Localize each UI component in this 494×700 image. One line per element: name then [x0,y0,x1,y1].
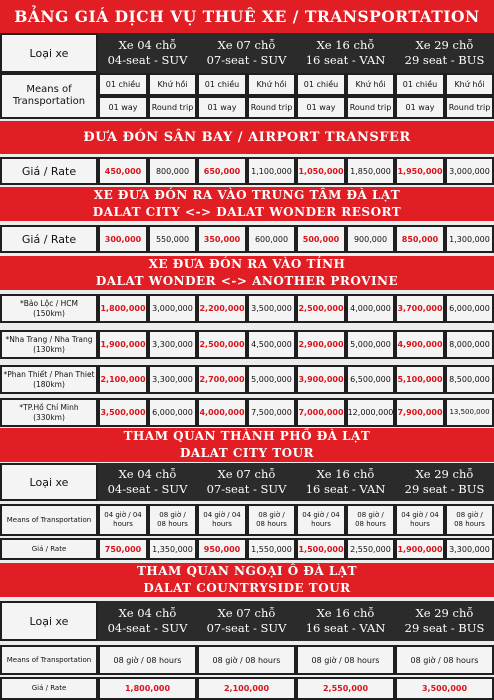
price-cell: 1,900,000 [395,538,445,560]
price-cell: 5,000,000 [346,330,395,359]
mode-cell: 01 chiều [98,73,148,96]
city-transfer-band [0,187,494,221]
city-transfer-rate-row [0,225,494,253]
price-cell: 550,000 [148,225,197,253]
rate-label: Giá / Rate [0,225,98,253]
mode-cell: 01 way [395,96,445,119]
mode-cell: Round trip [346,96,395,119]
price-cell: 6,000,000 [148,398,197,427]
price-cell: 1,500,000 [296,538,346,560]
mode-cell: Khứ hồi [346,73,395,96]
price-cell: 2,900,000 [296,330,346,359]
price-cell: 6,500,000 [346,365,395,394]
price-cell: 3,300,000 [148,330,197,359]
price-cell: 300,000 [98,225,148,253]
vehicle-col-16: Xe 16 chỗ 16 seat - VAN [296,601,395,641]
price-cell: 3,000,000 [445,157,494,185]
province-row-hcm [0,398,494,427]
price-cell: 3,000,000 [148,294,197,323]
route-label: *Phan Thiết / Phan Thiet (180km) [0,365,98,394]
means-label: Means of Transportation [0,504,98,536]
city-transfer-title-2: DALAT CITY <-> DALAT WONDER RESORT [92,205,402,219]
price-cell: 4,500,000 [247,330,296,359]
duration-cell: 08 giờ / 08 hours [197,645,296,675]
countryside-rate-row [0,677,494,700]
province-row-phanthiet [0,365,494,394]
airport-title: ĐƯA ĐÓN SÂN BAY / AIRPORT TRANSFER [83,130,411,145]
vehicle-col-16: Xe 16 chỗ 16 seat - VAN [296,463,395,501]
price-cell: 12,000,000 [346,398,395,427]
vehicle-type-label: Loại xe [0,601,98,641]
price-cell: 750,000 [98,538,148,560]
price-cell: 3,700,000 [395,294,445,323]
price-cell: 500,000 [296,225,346,253]
price-cell: 650,000 [197,157,247,185]
price-cell: 13,500,000 [445,398,494,427]
mode-cell: Khứ hồi [148,73,197,96]
price-cell: 3,500,000 [98,398,148,427]
price-cell: 850,000 [395,225,445,253]
airport-rate-row [0,157,494,185]
price-cell: 5,100,000 [395,365,445,394]
duration-cell: 08 giờ / 08 hours [346,504,395,536]
price-cell: 6,000,000 [445,294,494,323]
price-cell: 2,500,000 [296,294,346,323]
rate-label: Giá / Rate [0,538,98,560]
duration-cell: 08 giờ / 08 hours [395,645,494,675]
price-cell: 2,500,000 [197,330,247,359]
city-tour-band [0,428,494,462]
price-cell: 1,350,000 [148,538,197,560]
duration-cell: 08 giờ / 08 hours [445,504,494,536]
trip-mode-en-row [0,96,494,119]
price-cell: 1,900,000 [98,330,148,359]
price-cell: 8,500,000 [445,365,494,394]
price-cell: 800,000 [148,157,197,185]
province-title-2: DALAT WONDER <-> ANOTHER PROVINE [95,274,399,288]
route-label: *Bảo Lộc / HCM (150km) [0,294,98,323]
duration-cell: 04 giờ / 04 hours [197,504,247,536]
price-cell: 7,500,000 [247,398,296,427]
vehicle-col-07: Xe 07 chỗ 07-seat - SUV [197,601,296,641]
price-cell: 2,550,000 [346,538,395,560]
city-tour-vehicle-row [0,463,494,501]
city-tour-means-row [0,504,494,536]
vehicle-col-04: Xe 04 chỗ 04-seat - SUV [98,463,197,501]
price-cell: 3,300,000 [148,365,197,394]
vehicle-col-29: Xe 29 chỗ 29 seat - BUS [395,463,494,501]
mode-cell: Round trip [148,96,197,119]
mode-cell: 01 way [98,96,148,119]
duration-cell: 08 giờ / 08 hours [148,504,197,536]
mode-cell: 01 way [296,96,346,119]
mode-cell: Khứ hồi [247,73,296,96]
mode-cell: Round trip [247,96,296,119]
vehicle-col-16: Xe 16 chỗ 16 seat - VAN [296,33,395,73]
page-title: BẢNG GIÁ DỊCH VỤ THUÊ XE / TRANSPORTATION [14,7,480,26]
vehicle-col-04: Xe 04 chỗ 04-seat - SUV [98,33,197,73]
price-cell: 1,850,000 [346,157,395,185]
means-label: Means of Transportation [0,645,98,675]
price-cell: 8,000,000 [445,330,494,359]
price-cell: 950,000 [197,538,247,560]
mode-cell: 01 chiều [296,73,346,96]
vehicle-col-29: Xe 29 chỗ 29 seat - BUS [395,33,494,73]
vehicle-col-29: Xe 29 chỗ 29 seat - BUS [395,601,494,641]
trip-mode-vi-row [0,73,494,96]
duration-cell: 08 giờ / 08 hours [98,645,197,675]
duration-cell: 04 giờ / 04 hours [98,504,148,536]
province-band [0,256,494,290]
mode-cell: Round trip [445,96,494,119]
means-label: Means of Transportation [0,73,98,119]
countryside-band [0,563,494,597]
duration-cell: 04 giờ / 04 hours [296,504,346,536]
mode-cell: 01 way [197,96,247,119]
duration-cell: 08 giờ / 08 hours [247,504,296,536]
price-cell: 1,950,000 [395,157,445,185]
title-band [0,0,494,33]
price-cell: 900,000 [346,225,395,253]
city-tour-title-2: DALAT CITY TOUR [179,446,315,460]
duration-cell: 04 giờ / 04 hours [395,504,445,536]
mode-cell: Khứ hồi [445,73,494,96]
province-row-nhatrang [0,330,494,359]
price-cell: 1,550,000 [247,538,296,560]
countryside-means-row [0,645,494,675]
price-cell: 2,100,000 [98,365,148,394]
price-cell: 2,100,000 [197,677,296,700]
price-cell: 450,000 [98,157,148,185]
countryside-title-1: THAM QUAN NGOẠI Ô ĐÀ LẠT [136,564,358,578]
price-cell: 1,800,000 [98,677,197,700]
price-cell: 1,300,000 [445,225,494,253]
price-cell: 1,100,000 [247,157,296,185]
vehicle-col-04: Xe 04 chỗ 04-seat - SUV [98,601,197,641]
price-cell: 7,000,000 [296,398,346,427]
route-label: *TP.Hồ Chí Minh (330km) [0,398,98,427]
route-label: *Nha Trang / Nha Trang (130km) [0,330,98,359]
price-cell: 4,000,000 [197,398,247,427]
price-cell: 5,000,000 [247,365,296,394]
duration-cell: 08 giờ / 08 hours [296,645,395,675]
price-cell: 1,800,000 [98,294,148,323]
countryside-title-2: DALAT COUNTRYSIDE TOUR [143,581,351,595]
city-transfer-title-1: XE ĐƯA ĐÓN RA VÀO TRUNG TÂM ĐÀ LẠT [93,188,401,202]
price-cell: 7,900,000 [395,398,445,427]
province-row-baoloc [0,294,494,323]
province-title-1: XE ĐƯA ĐÓN RA VÀO TỈNH [148,257,346,271]
price-cell: 4,900,000 [395,330,445,359]
price-cell: 2,200,000 [197,294,247,323]
mode-cell: 01 chiều [395,73,445,96]
price-cell: 3,300,000 [445,538,494,560]
price-cell: 4,000,000 [346,294,395,323]
vehicle-type-label: Loại xe [0,33,98,73]
vehicle-col-07: Xe 07 chỗ 07-seat - SUV [197,33,296,73]
price-cell: 1,050,000 [296,157,346,185]
price-cell: 350,000 [197,225,247,253]
airport-band [0,121,494,154]
price-cell: 3,900,000 [296,365,346,394]
price-cell: 3,500,000 [247,294,296,323]
price-cell: 600,000 [247,225,296,253]
mode-cell: 01 chiều [197,73,247,96]
vehicle-col-07: Xe 07 chỗ 07-seat - SUV [197,463,296,501]
countryside-vehicle-row [0,601,494,641]
city-tour-rate-row [0,538,494,560]
vehicle-type-label: Loại xe [0,463,98,501]
city-tour-title-1: THAM QUAN THÀNH PHỐ ĐÀ LẠT [123,429,371,443]
price-cell: 2,550,000 [296,677,395,700]
rate-label: Giá / Rate [0,677,98,700]
price-cell: 2,700,000 [197,365,247,394]
price-cell: 3,500,000 [395,677,494,700]
vehicle-header-row [0,33,494,73]
rate-label: Giá / Rate [0,157,98,185]
